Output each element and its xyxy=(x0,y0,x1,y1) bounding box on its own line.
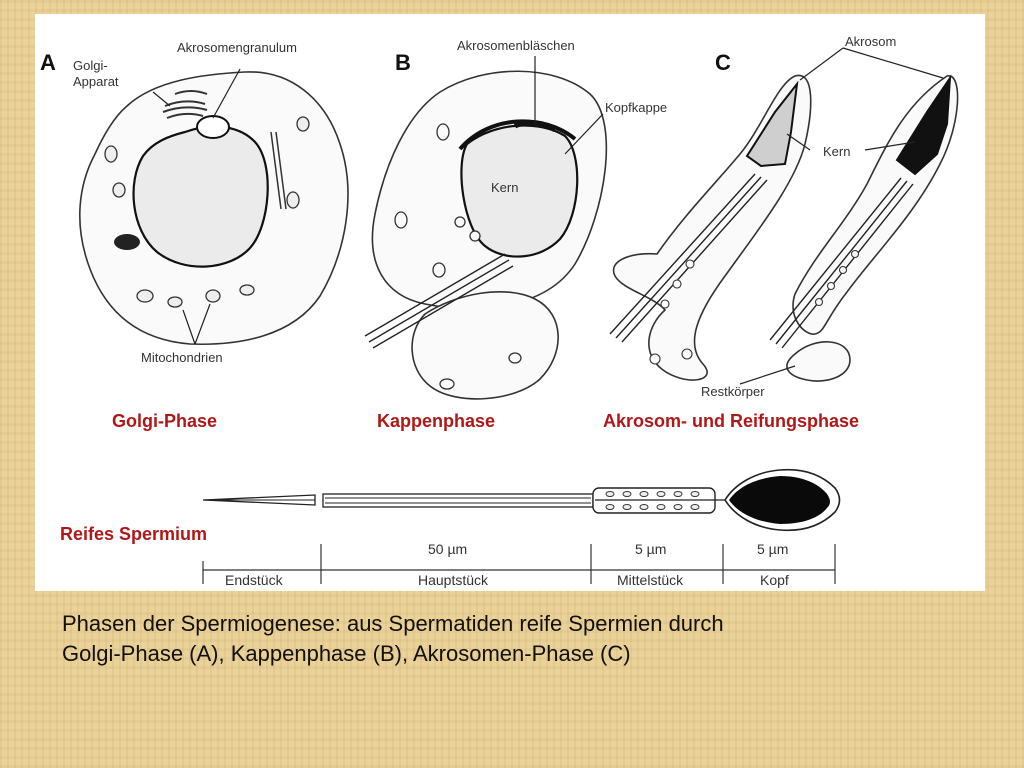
acrosome-phase-label: Akrosom- und Reifungsphase xyxy=(603,411,860,431)
middle-piece-length: 5 µm xyxy=(635,541,667,557)
panel-c-letter: C xyxy=(715,50,731,75)
figure-panel xyxy=(35,14,985,591)
acrosome-vesicle-label: Akrosomenbläschen xyxy=(457,38,575,53)
residual-body xyxy=(787,342,850,381)
panel-a-golgi-phase xyxy=(40,40,348,431)
acrosome-granule xyxy=(197,116,229,138)
golgi-label-line2: Apparat xyxy=(73,74,119,89)
panel-b-letter: B xyxy=(395,50,411,75)
chromatoid-body xyxy=(114,234,140,250)
golgi-label-line1: Golgi- xyxy=(73,58,108,73)
caption-line-1: Phasen der Spermiogenese: aus Spermatiden reife Spermien durch xyxy=(62,611,724,636)
principal-piece-length: 50 µm xyxy=(428,541,468,557)
nucleus-b-label: Kern xyxy=(491,180,519,195)
spermiogenesis-diagram xyxy=(35,14,985,591)
acrosome-label: Akrosom xyxy=(845,34,897,49)
mature-sperm-label: Reifes Spermium xyxy=(60,524,208,544)
middle-piece-name: Mittelstück xyxy=(617,572,684,588)
nucleus-c-label: Kern xyxy=(823,144,851,159)
head-length: 5 µm xyxy=(757,541,789,557)
figure-caption xyxy=(62,609,962,669)
mitochondria-label: Mitochondrien xyxy=(141,350,223,365)
nucleus-a xyxy=(134,127,268,267)
panel-a-letter: A xyxy=(40,50,56,75)
panel-c-acrosome-phase xyxy=(603,34,958,431)
head-cap-label: Kopfkappe xyxy=(605,100,668,115)
caption-line-2: Golgi-Phase (A), Kappenphase (B), Akrosomen-Phase (C) xyxy=(62,641,631,666)
length-scale xyxy=(203,544,835,584)
cytoplasm-lobe-b xyxy=(412,292,558,399)
end-piece-name: Endstück xyxy=(225,572,283,588)
acrosome-granule-label: Akrosomengranulum xyxy=(177,40,297,55)
principal-piece xyxy=(323,494,593,507)
head-name: Kopf xyxy=(760,572,789,588)
principal-piece-name: Hauptstück xyxy=(418,572,489,588)
residual-body-label: Restkörper xyxy=(701,384,765,399)
middle-piece xyxy=(593,488,725,513)
panel-b-cap-phase xyxy=(365,38,667,431)
cap-phase-label: Kappenphase xyxy=(377,411,496,431)
mature-sperm xyxy=(60,470,840,544)
golgi-phase-label: Golgi-Phase xyxy=(112,411,218,431)
